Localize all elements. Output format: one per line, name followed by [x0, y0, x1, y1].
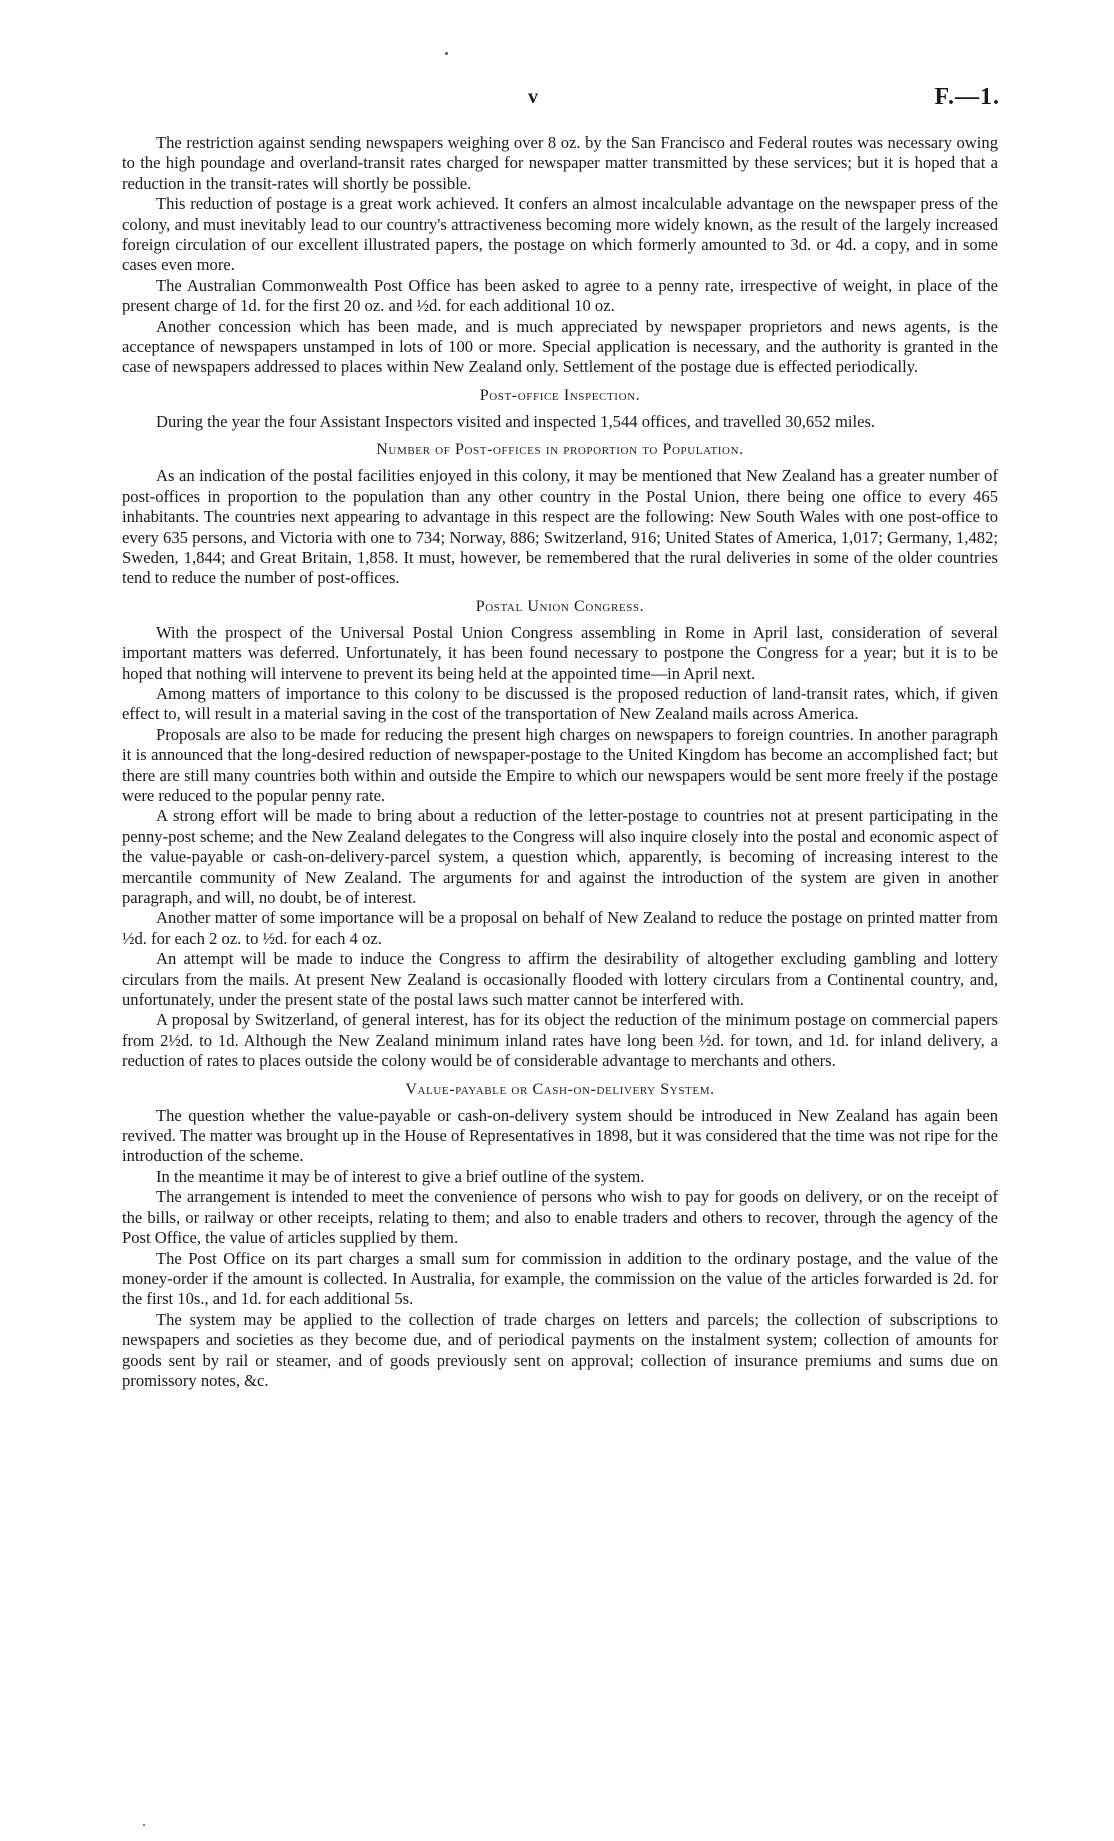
paragraph: The system may be applied to the collection of trade charges on letters and parcels; the collection of subscriptions to newspapers and societies as they become due, and of periodical payments on the instalment system; collection of amounts for goods sent by rail or steamer, and of goods previously sent on approval; collection of insurance premiums and sums due on promissory notes, &c. — [122, 1309, 998, 1390]
paragraph: Proposals are also to be made for reducing the present high charges on newspapers to foreign countries. In another paragraph it is announced that the long-desired reduction of newspaper-postage to the United Kingdom has become an accomplished fact; but there are still many countries both within and outside the Empire to which our newspapers would be sent more freely if the postage were reduced to the popular penny rate. — [122, 724, 998, 805]
paragraph: This reduction of postage is a great work achieved. It confers an almost incalculable advantage on the newspaper press of the colony, and must inevitably lead to our country's attractiveness becoming more widely known, as the result of the largely increased foreign circulation of our excellent illustrated papers, the postage on which formerly amounted to 3d. or 4d. a copy, and in some cases even more. — [122, 194, 998, 275]
paragraph: Among matters of importance to this colony to be discussed is the proposed reduction of land-transit rates, which, if given effect to, will result in a material saving in the cost of the transportation of New Zealand mails across America. — [122, 683, 998, 724]
section-heading: Post-office Inspection. — [479, 386, 641, 404]
section — [122, 598, 998, 1072]
ink-speck — [445, 52, 448, 55]
paragraph: Another concession which has been made, and is much appreciated by newspaper proprietors and news agents, is the acceptance of newspapers unstamped in lots of 100 or more. Special application is necessary, and the authority is granted in the case of newspapers addressed to places within New Zealand only. Settlement of the postage due is effected periodically. — [122, 316, 998, 377]
ink-speck — [143, 1824, 145, 1826]
section-heading: Value-payable or Cash-on-delivery System. — [405, 1080, 715, 1098]
page-header — [0, 86, 1114, 116]
paragraph: As an indication of the postal facilities enjoyed in this colony, it may be mentioned that New Zealand has a greater number of post-offices in proportion to the population than any other country in the Postal Union, there being one office to every 465 inhabitants. The countries next appearing to advantage in this respect are the following: New South Wales with one post-office to every 635 persons, and Victoria with one to 734; Norway, 886; Switzerland, 916; United States of America, 1,017; Germany, 1,482; Sweden, 1,844; and Great Britain, 1,858. It must, however, be remembered that the rural deliveries in some of the older countries tend to reduce the number of post-offices. — [122, 466, 998, 588]
section-heading: Number of Post-offices in proportion to Population. — [376, 441, 744, 459]
paragraph: An attempt will be made to induce the Congress to affirm the desirability of altogether excluding gambling and lottery circulars from the mails. At present New Zealand is occasionally flooded with lottery circulars from a Continental country, and, unfortunately, under the present state of the postal laws such matter cannot be interfered with. — [122, 949, 998, 1010]
section — [122, 133, 998, 378]
section — [122, 441, 998, 588]
paragraph: The Post Office on its part charges a small sum for commission in addition to the ordinary postage, and the value of the money-order if the amount is collected. In Australia, for example, the commission on the value of the articles forwarded is 2d. for the first 10s., and 1d. for each additional 5s. — [122, 1248, 998, 1309]
section-heading: Postal Union Congress. — [475, 597, 645, 615]
paragraph: In the meantime it may be of interest to give a brief outline of the system. — [156, 1166, 645, 1186]
paragraph: The restriction against sending newspapers weighing over 8 oz. by the San Francisco and Federal routes was necessary owing to the high poundage and overland-transit rates charged for newspaper matter transmitted by these services; but it is hoped that a reduction in the transit-rates will shortly be possible. — [122, 133, 998, 193]
paragraph: With the prospect of the Universal Postal Union Congress assembling in Rome in April last, consideration of several important matters was deferred. Unfortunately, it has been found necessary to postpone the Congress for a year; but it is to be hoped that nothing will intervene to prevent its being held at the appointed time—in April next. — [122, 622, 998, 683]
paragraph: The arrangement is intended to meet the convenience of persons who wish to pay for goods on delivery, or on the receipt of the bills, or railway or other receipts, relating to them; and also to enable traders and others to recover, through the agency of the Post Office, the value of articles supplied by them. — [122, 1187, 998, 1248]
document-body — [122, 133, 998, 1391]
paragraph: During the year the four Assistant Inspectors visited and inspected 1,544 offices, and travelled 30,652 miles. — [156, 411, 876, 431]
section — [122, 387, 998, 432]
paragraph: Another matter of some importance will be a proposal on behalf of New Zealand to reduce the postage on printed matter from ½d. for each 2 oz. to ½d. for each 4 oz. — [122, 908, 998, 948]
page-number: v — [528, 86, 538, 108]
paragraph: A proposal by Switzerland, of general interest, has for its object the reduction of the minimum postage on commercial papers from 2½d. to 1d. Although the New Zealand minimum inland rates have long been ½d. for town, and 1d. for inland delivery, a reduction of rates to places outside the colony would be of considerable advantage to merchants and others. — [122, 1010, 998, 1071]
section — [122, 1081, 998, 1392]
document-reference: F.—1. — [934, 84, 1000, 110]
paragraph: The Australian Commonwealth Post Office has been asked to agree to a penny rate, irrespective of weight, in place of the present charge of 1d. for the first 20 oz. and ½d. for each additional 10 oz. — [122, 275, 998, 316]
paragraph: The question whether the value-payable or cash-on-delivery system should be introduced in New Zealand has again been revived. The matter was brought up in the House of Representatives in 1898, but it was considered that the time was not ripe for the introduction of the scheme. — [122, 1105, 998, 1166]
paragraph: A strong effort will be made to bring about a reduction of the letter-postage to countries not at present participating in the penny-post scheme; and the New Zealand delegates to the Congress will also inquire closely into the postal and economic aspect of the value-payable or cash-on-delivery-parcel system, a question which, apparently, is becoming of increasing interest to the mercantile community of New Zealand. The arguments for and against the introduction of the system are given in another paragraph, and will, no doubt, be of interest. — [122, 806, 998, 907]
